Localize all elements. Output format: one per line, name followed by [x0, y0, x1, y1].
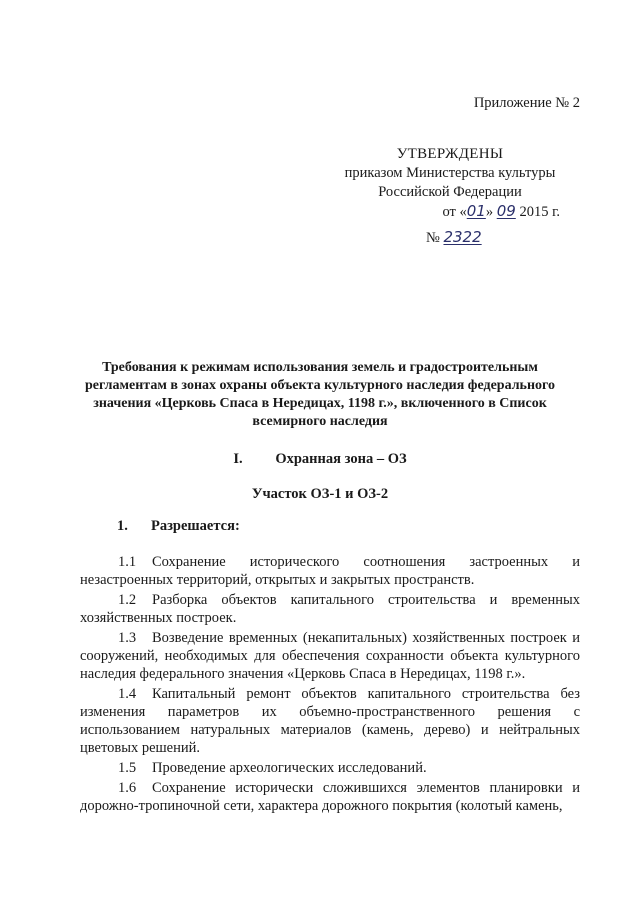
item-text: Разборка объектов капитального строительства и временных хозяйственных построек. [80, 592, 580, 626]
section-number: I. [233, 451, 243, 467]
list-item [80, 591, 580, 627]
title-line-3: значения «Церковь Спаса в Нередицах, 1198 г.», включенного в Список [93, 396, 547, 411]
approval-line-1: приказом Министерства культуры [344, 165, 556, 181]
date-prefix: от « [442, 204, 467, 220]
annex-label: Приложение № 2 [473, 95, 580, 111]
date-month-handwritten: 09 [496, 202, 516, 220]
order-number [330, 228, 570, 248]
item-number: 1.1 [118, 554, 137, 570]
item-text: Сохранение исторически сложившихся элементов планировки и дорожно-тропиночной сети, характера дорожного покрытия (колотый камень, [80, 780, 580, 814]
document-title [80, 359, 560, 431]
title-line-4: всемирного наследия [252, 414, 388, 429]
number-prefix: № [426, 230, 440, 246]
item-number: 1.5 [118, 760, 137, 776]
section-heading [80, 451, 560, 468]
approval-date [330, 202, 570, 222]
item-text: Сохранение исторического соотношения застроенных и незастроенных территорий, открытых и закрытых пространств. [80, 554, 580, 588]
subsection-heading: Участок ОЗ-1 и ОЗ-2 [251, 486, 389, 502]
list-item [80, 759, 580, 777]
list-item [80, 629, 580, 683]
list-item [80, 779, 580, 815]
item-number: 1.3 [118, 630, 137, 646]
allowed-label: Разрешается: [151, 518, 240, 534]
allowed-heading [117, 518, 240, 535]
section-title: Охранная зона – ОЗ [275, 451, 407, 467]
title-line-1: Требования к режимам использования земель и градостроительным [102, 360, 538, 375]
item-text: Проведение археологических исследований. [152, 760, 427, 776]
list-item [80, 553, 580, 589]
list-item [80, 685, 580, 757]
date-mid: » [485, 204, 494, 220]
item-text: Возведение временных (некапитальных) хозяйственных построек и сооружений, необходимых для обеспечения сохранности объекта культурного наследия федерального значения «Церковь Спаса в Нередицах, 1198 г.». [80, 630, 580, 682]
approval-heading: УТВЕРЖДЕНЫ [396, 146, 504, 162]
date-day-handwritten: 01 [466, 202, 486, 220]
order-number-handwritten: 2322 [443, 228, 482, 246]
item-number: 1.6 [118, 780, 137, 796]
item-number: 1.2 [118, 592, 137, 608]
approval-stamp [330, 145, 570, 248]
approval-line-2: Российской Федерации [378, 184, 522, 200]
items-list [80, 553, 580, 817]
item-number: 1.4 [118, 686, 137, 702]
date-year: 2015 г. [519, 204, 560, 220]
allowed-number: 1. [117, 518, 128, 534]
title-line-2: регламентам в зонах охраны объекта культурного наследия федерального [84, 378, 556, 393]
item-text: Капитальный ремонт объектов капитального строительства без изменения параметров их объемно-пространственного решения с использованием натуральных материалов (камень, дерево) и нейтральных цветовых решений. [80, 686, 580, 756]
